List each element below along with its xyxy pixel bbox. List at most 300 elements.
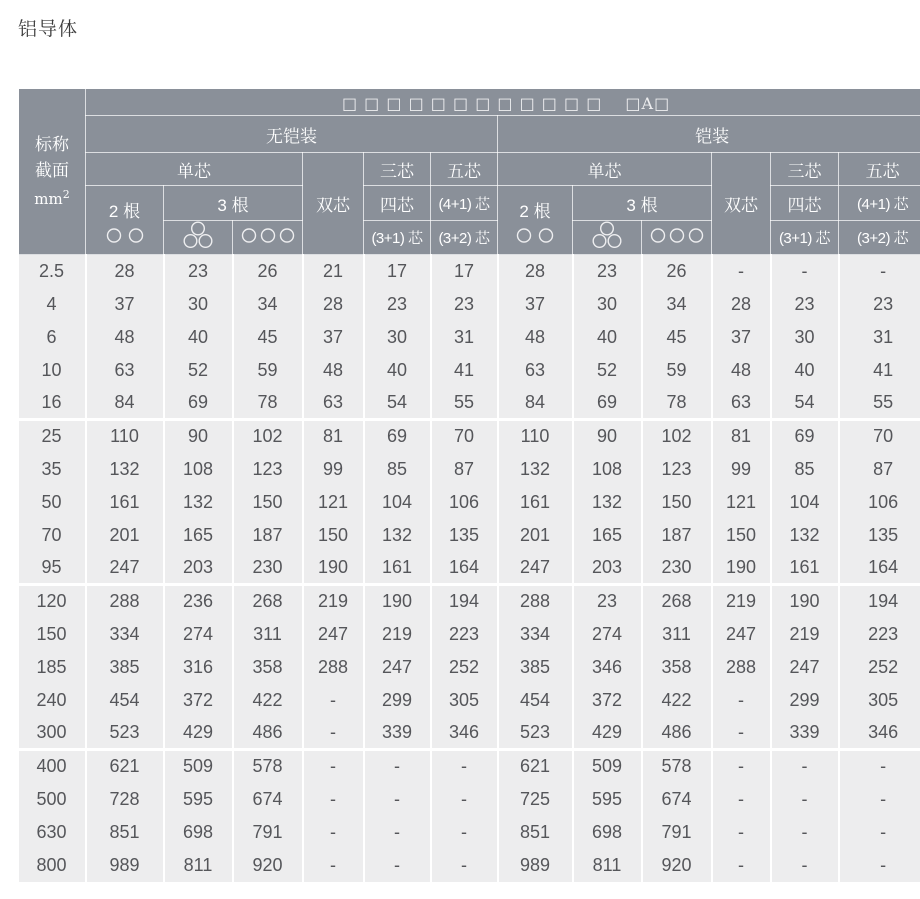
value-cell: 268 [642,585,712,618]
value-cell: 37 [498,288,573,321]
table-caption-tofu: □ □ □ □ □ □ □ □ □ □ □ □ □A□ [86,89,920,116]
table-row [19,717,920,750]
value-cell: 52 [164,354,233,387]
value-cell: 31 [431,321,498,354]
value-cell: 26 [233,255,303,288]
value-cell: 385 [86,651,164,684]
value-cell: 81 [303,420,364,453]
table-row [19,354,920,387]
value-cell: 247 [498,552,573,585]
value-cell: 40 [364,354,431,387]
value-cell: 161 [771,552,839,585]
header-three-conductors-unarmored: 3 根 [164,186,303,221]
value-cell: 305 [431,684,498,717]
value-cell: 164 [431,552,498,585]
value-cell: 223 [431,618,498,651]
value-cell: 791 [233,816,303,849]
value-cell: 55 [431,387,498,420]
value-cell: 30 [573,288,642,321]
value-cell: 578 [233,750,303,783]
value-cell: 454 [498,684,573,717]
two-circles-icon [514,227,556,244]
value-cell: 41 [839,354,920,387]
value-cell: - [712,849,771,882]
value-cell: 106 [839,486,920,519]
table-row [19,552,920,585]
table-row [19,288,920,321]
value-cell: 132 [573,486,642,519]
table-row [19,783,920,816]
value-cell: 23 [573,585,642,618]
value-cell: - [431,849,498,882]
table-row [19,585,920,618]
value-cell: 30 [364,321,431,354]
value-cell: 104 [771,486,839,519]
value-cell: 108 [573,453,642,486]
value-cell: 40 [771,354,839,387]
table-row [19,519,920,552]
value-cell: 791 [642,816,712,849]
value-cell: 236 [164,585,233,618]
header-3plus2-core-unarmored: (3+2) 芯 [431,221,498,255]
value-cell: 69 [164,387,233,420]
header-four-core-armored: 四芯 [771,186,839,221]
value-cell: - [431,816,498,849]
value-cell: 110 [86,420,164,453]
value-cell: 78 [642,387,712,420]
value-cell: 23 [364,288,431,321]
table-row [19,816,920,849]
value-cell: 194 [431,585,498,618]
value-cell: 84 [86,387,164,420]
value-cell: 123 [233,453,303,486]
value-cell: 523 [86,717,164,750]
value-cell: 311 [233,618,303,651]
two-conductors-label: 2 根 [108,201,141,221]
value-cell: 674 [233,783,303,816]
value-cell: 621 [86,750,164,783]
value-cell: 21 [303,255,364,288]
nominal-section-line1: 标称 [35,135,69,155]
value-cell: 28 [86,255,164,288]
value-cell: 40 [573,321,642,354]
value-cell: 252 [431,651,498,684]
section-cell: 35 [19,453,86,486]
section-cell: 4 [19,288,86,321]
value-cell: 230 [233,552,303,585]
value-cell: 121 [712,486,771,519]
section-cell: 95 [19,552,86,585]
value-cell: 104 [364,486,431,519]
value-cell: 31 [839,321,920,354]
value-cell: 165 [573,519,642,552]
value-cell: 621 [498,750,573,783]
value-cell: - [712,816,771,849]
value-cell: 63 [86,354,164,387]
value-cell: 63 [712,387,771,420]
value-cell: - [771,849,839,882]
table-body [19,255,920,882]
value-cell: 223 [839,618,920,651]
table-row [19,321,920,354]
value-cell: 194 [839,585,920,618]
value-cell: 190 [303,552,364,585]
value-cell: 725 [498,783,573,816]
header-five-core-unarmored: 五芯 [431,153,498,186]
value-cell: 52 [573,354,642,387]
section-cell: 70 [19,519,86,552]
value-cell: 69 [573,387,642,420]
value-cell: 486 [642,717,712,750]
two-circles-icon [104,227,146,244]
value-cell: 247 [364,651,431,684]
two-conductors-label: 2 根 [519,201,551,221]
section-cell: 2.5 [19,255,86,288]
header-two-conductors-unarmored [86,186,164,255]
value-cell: 311 [642,618,712,651]
value-cell: 102 [642,420,712,453]
value-cell: 358 [642,651,712,684]
value-cell: 23 [164,255,233,288]
section-cell: 240 [19,684,86,717]
header-single-core-unarmored: 单芯 [86,153,303,186]
unit-mm: mm [34,190,63,209]
header-3plus1-core-unarmored: (3+1) 芯 [364,221,431,255]
value-cell: 316 [164,651,233,684]
value-cell: 247 [86,552,164,585]
value-cell: 135 [839,519,920,552]
section-cell: 800 [19,849,86,882]
section-cell: 185 [19,651,86,684]
value-cell: 59 [233,354,303,387]
value-cell: 334 [498,618,573,651]
value-cell: 268 [233,585,303,618]
value-cell: 299 [771,684,839,717]
value-cell: 346 [839,717,920,750]
value-cell: 509 [573,750,642,783]
header-double-core-unarmored: 双芯 [303,153,364,255]
value-cell: - [364,816,431,849]
value-cell: 346 [431,717,498,750]
value-cell: 187 [233,519,303,552]
value-cell: 595 [164,783,233,816]
table-row [19,651,920,684]
value-cell: 201 [498,519,573,552]
value-cell: 85 [364,453,431,486]
value-cell: 37 [712,321,771,354]
value-cell: 63 [498,354,573,387]
value-cell: 728 [86,783,164,816]
value-cell: 920 [233,849,303,882]
header-four-core-unarmored: 四芯 [364,186,431,221]
value-cell: 346 [573,651,642,684]
table-row [19,420,920,453]
value-cell: 30 [164,288,233,321]
value-cell: - [839,783,920,816]
value-cell: 219 [771,618,839,651]
value-cell: 106 [431,486,498,519]
value-cell: 48 [712,354,771,387]
value-cell: 30 [771,321,839,354]
section-cell: 300 [19,717,86,750]
value-cell: - [303,783,364,816]
value-cell: 150 [712,519,771,552]
value-cell: - [364,783,431,816]
value-cell: 358 [233,651,303,684]
value-cell: 247 [303,618,364,651]
value-cell: 54 [364,387,431,420]
value-cell: - [712,684,771,717]
table-row [19,453,920,486]
value-cell: - [303,816,364,849]
value-cell: 34 [233,288,303,321]
value-cell: 161 [364,552,431,585]
value-cell: 698 [164,816,233,849]
value-cell: - [771,750,839,783]
value-cell: 90 [164,420,233,453]
header-flat-three-unarmored [233,221,303,255]
trefoil-circles-icon [180,221,216,249]
value-cell: - [303,849,364,882]
value-cell: 219 [303,585,364,618]
value-cell: 87 [839,453,920,486]
value-cell: 132 [164,486,233,519]
value-cell: 99 [303,453,364,486]
value-cell: 190 [364,585,431,618]
value-cell: - [303,717,364,750]
three-circles-icon [649,227,705,244]
value-cell: 851 [86,816,164,849]
section-cell: 50 [19,486,86,519]
header-five-core-armored: 五芯 [839,153,920,186]
value-cell: 454 [86,684,164,717]
value-cell: 164 [839,552,920,585]
value-cell: 34 [642,288,712,321]
value-cell: 55 [839,387,920,420]
value-cell: - [431,750,498,783]
header-trefoil-armored [573,221,642,255]
value-cell: 190 [712,552,771,585]
header-4plus1-core-armored: (4+1) 芯 [839,186,920,221]
value-cell: - [839,255,920,288]
value-cell: 70 [839,420,920,453]
value-cell: 305 [839,684,920,717]
value-cell: 201 [86,519,164,552]
value-cell: 132 [771,519,839,552]
value-cell: 132 [498,453,573,486]
table-row [19,387,920,420]
value-cell: 274 [573,618,642,651]
value-cell: 851 [498,816,573,849]
header-three-core-armored: 三芯 [771,153,839,186]
value-cell: 41 [431,354,498,387]
header-double-core-armored: 双芯 [712,153,771,255]
value-cell: 422 [233,684,303,717]
table-row [19,849,920,882]
header-3plus2-core-armored: (3+2) 芯 [839,221,920,255]
value-cell: 90 [573,420,642,453]
value-cell: 429 [573,717,642,750]
unit-exponent: 2 [62,188,70,202]
value-cell: 110 [498,420,573,453]
value-cell: 132 [364,519,431,552]
table-header [19,89,920,255]
value-cell: - [364,849,431,882]
value-cell: 595 [573,783,642,816]
value-cell: 132 [86,453,164,486]
value-cell: 190 [771,585,839,618]
section-cell: 16 [19,387,86,420]
value-cell: - [839,816,920,849]
value-cell: 81 [712,420,771,453]
value-cell: 150 [303,519,364,552]
table-row [19,750,920,783]
value-cell: 219 [712,585,771,618]
value-cell: 339 [771,717,839,750]
value-cell: 59 [642,354,712,387]
value-cell: 674 [642,783,712,816]
value-cell: 108 [164,453,233,486]
value-cell: - [712,783,771,816]
value-cell: 40 [164,321,233,354]
value-cell: 165 [164,519,233,552]
value-cell: 69 [771,420,839,453]
ampacity-table-wrapper [18,88,920,882]
value-cell: 48 [498,321,573,354]
value-cell: 288 [712,651,771,684]
section-cell: 500 [19,783,86,816]
value-cell: - [771,783,839,816]
value-cell: 150 [642,486,712,519]
value-cell: 161 [86,486,164,519]
value-cell: 252 [839,651,920,684]
value-cell: - [712,717,771,750]
value-cell: 989 [498,849,573,882]
value-cell: 203 [164,552,233,585]
value-cell: - [771,255,839,288]
value-cell: 123 [642,453,712,486]
value-cell: - [771,816,839,849]
value-cell: - [712,255,771,288]
value-cell: 135 [431,519,498,552]
value-cell: 48 [86,321,164,354]
value-cell: 288 [86,585,164,618]
value-cell: - [839,849,920,882]
section-cell: 120 [19,585,86,618]
value-cell: 247 [771,651,839,684]
value-cell: 385 [498,651,573,684]
value-cell: 989 [86,849,164,882]
header-4plus1-core-unarmored: (4+1) 芯 [431,186,498,221]
section-cell: 6 [19,321,86,354]
header-3plus1-core-armored: (3+1) 芯 [771,221,839,255]
value-cell: 99 [712,453,771,486]
value-cell: 698 [573,816,642,849]
value-cell: 102 [233,420,303,453]
value-cell: 811 [573,849,642,882]
value-cell: 78 [233,387,303,420]
table-row [19,684,920,717]
value-cell: 28 [303,288,364,321]
value-cell: 339 [364,717,431,750]
value-cell: 48 [303,354,364,387]
value-cell: 811 [164,849,233,882]
value-cell: 334 [86,618,164,651]
value-cell: - [303,750,364,783]
value-cell: 85 [771,453,839,486]
section-cell: 400 [19,750,86,783]
value-cell: 523 [498,717,573,750]
section-cell: 10 [19,354,86,387]
value-cell: 84 [498,387,573,420]
value-cell: 509 [164,750,233,783]
value-cell: 54 [771,387,839,420]
value-cell: 219 [364,618,431,651]
value-cell: 274 [164,618,233,651]
section-cell: 25 [19,420,86,453]
value-cell: 17 [364,255,431,288]
value-cell: 150 [233,486,303,519]
value-cell: - [839,750,920,783]
value-cell: 161 [498,486,573,519]
header-unarmored: 无铠装 [86,116,498,153]
value-cell: 70 [431,420,498,453]
header-single-core-armored: 单芯 [498,153,712,186]
header-three-core-unarmored: 三芯 [364,153,431,186]
value-cell: 372 [164,684,233,717]
value-cell: 23 [771,288,839,321]
page-title: 铝导体 [18,19,79,40]
value-cell: 37 [86,288,164,321]
value-cell: 247 [712,618,771,651]
value-cell: 17 [431,255,498,288]
value-cell: 422 [642,684,712,717]
value-cell: 920 [642,849,712,882]
value-cell: 203 [573,552,642,585]
value-cell: 372 [573,684,642,717]
table-row [19,486,920,519]
value-cell: 230 [642,552,712,585]
header-armored: 铠装 [498,116,920,153]
value-cell: 187 [642,519,712,552]
value-cell: 23 [573,255,642,288]
value-cell: 486 [233,717,303,750]
value-cell: 63 [303,387,364,420]
value-cell: 28 [712,288,771,321]
value-cell: 28 [498,255,573,288]
value-cell: 23 [839,288,920,321]
three-circles-icon [240,227,296,244]
value-cell: - [303,684,364,717]
value-cell: 288 [303,651,364,684]
header-three-conductors-armored: 3 根 [573,186,712,221]
value-cell: - [431,783,498,816]
value-cell: 45 [233,321,303,354]
nominal-section-line2: 截面 [35,160,69,180]
table-row [19,618,920,651]
value-cell: - [364,750,431,783]
trefoil-circles-icon [589,221,625,249]
header-nominal-section [19,89,86,255]
value-cell: 87 [431,453,498,486]
table-row [19,255,920,288]
value-cell: 45 [642,321,712,354]
section-cell: 150 [19,618,86,651]
value-cell: 429 [164,717,233,750]
value-cell: 69 [364,420,431,453]
ampacity-table [18,88,920,882]
value-cell: 299 [364,684,431,717]
